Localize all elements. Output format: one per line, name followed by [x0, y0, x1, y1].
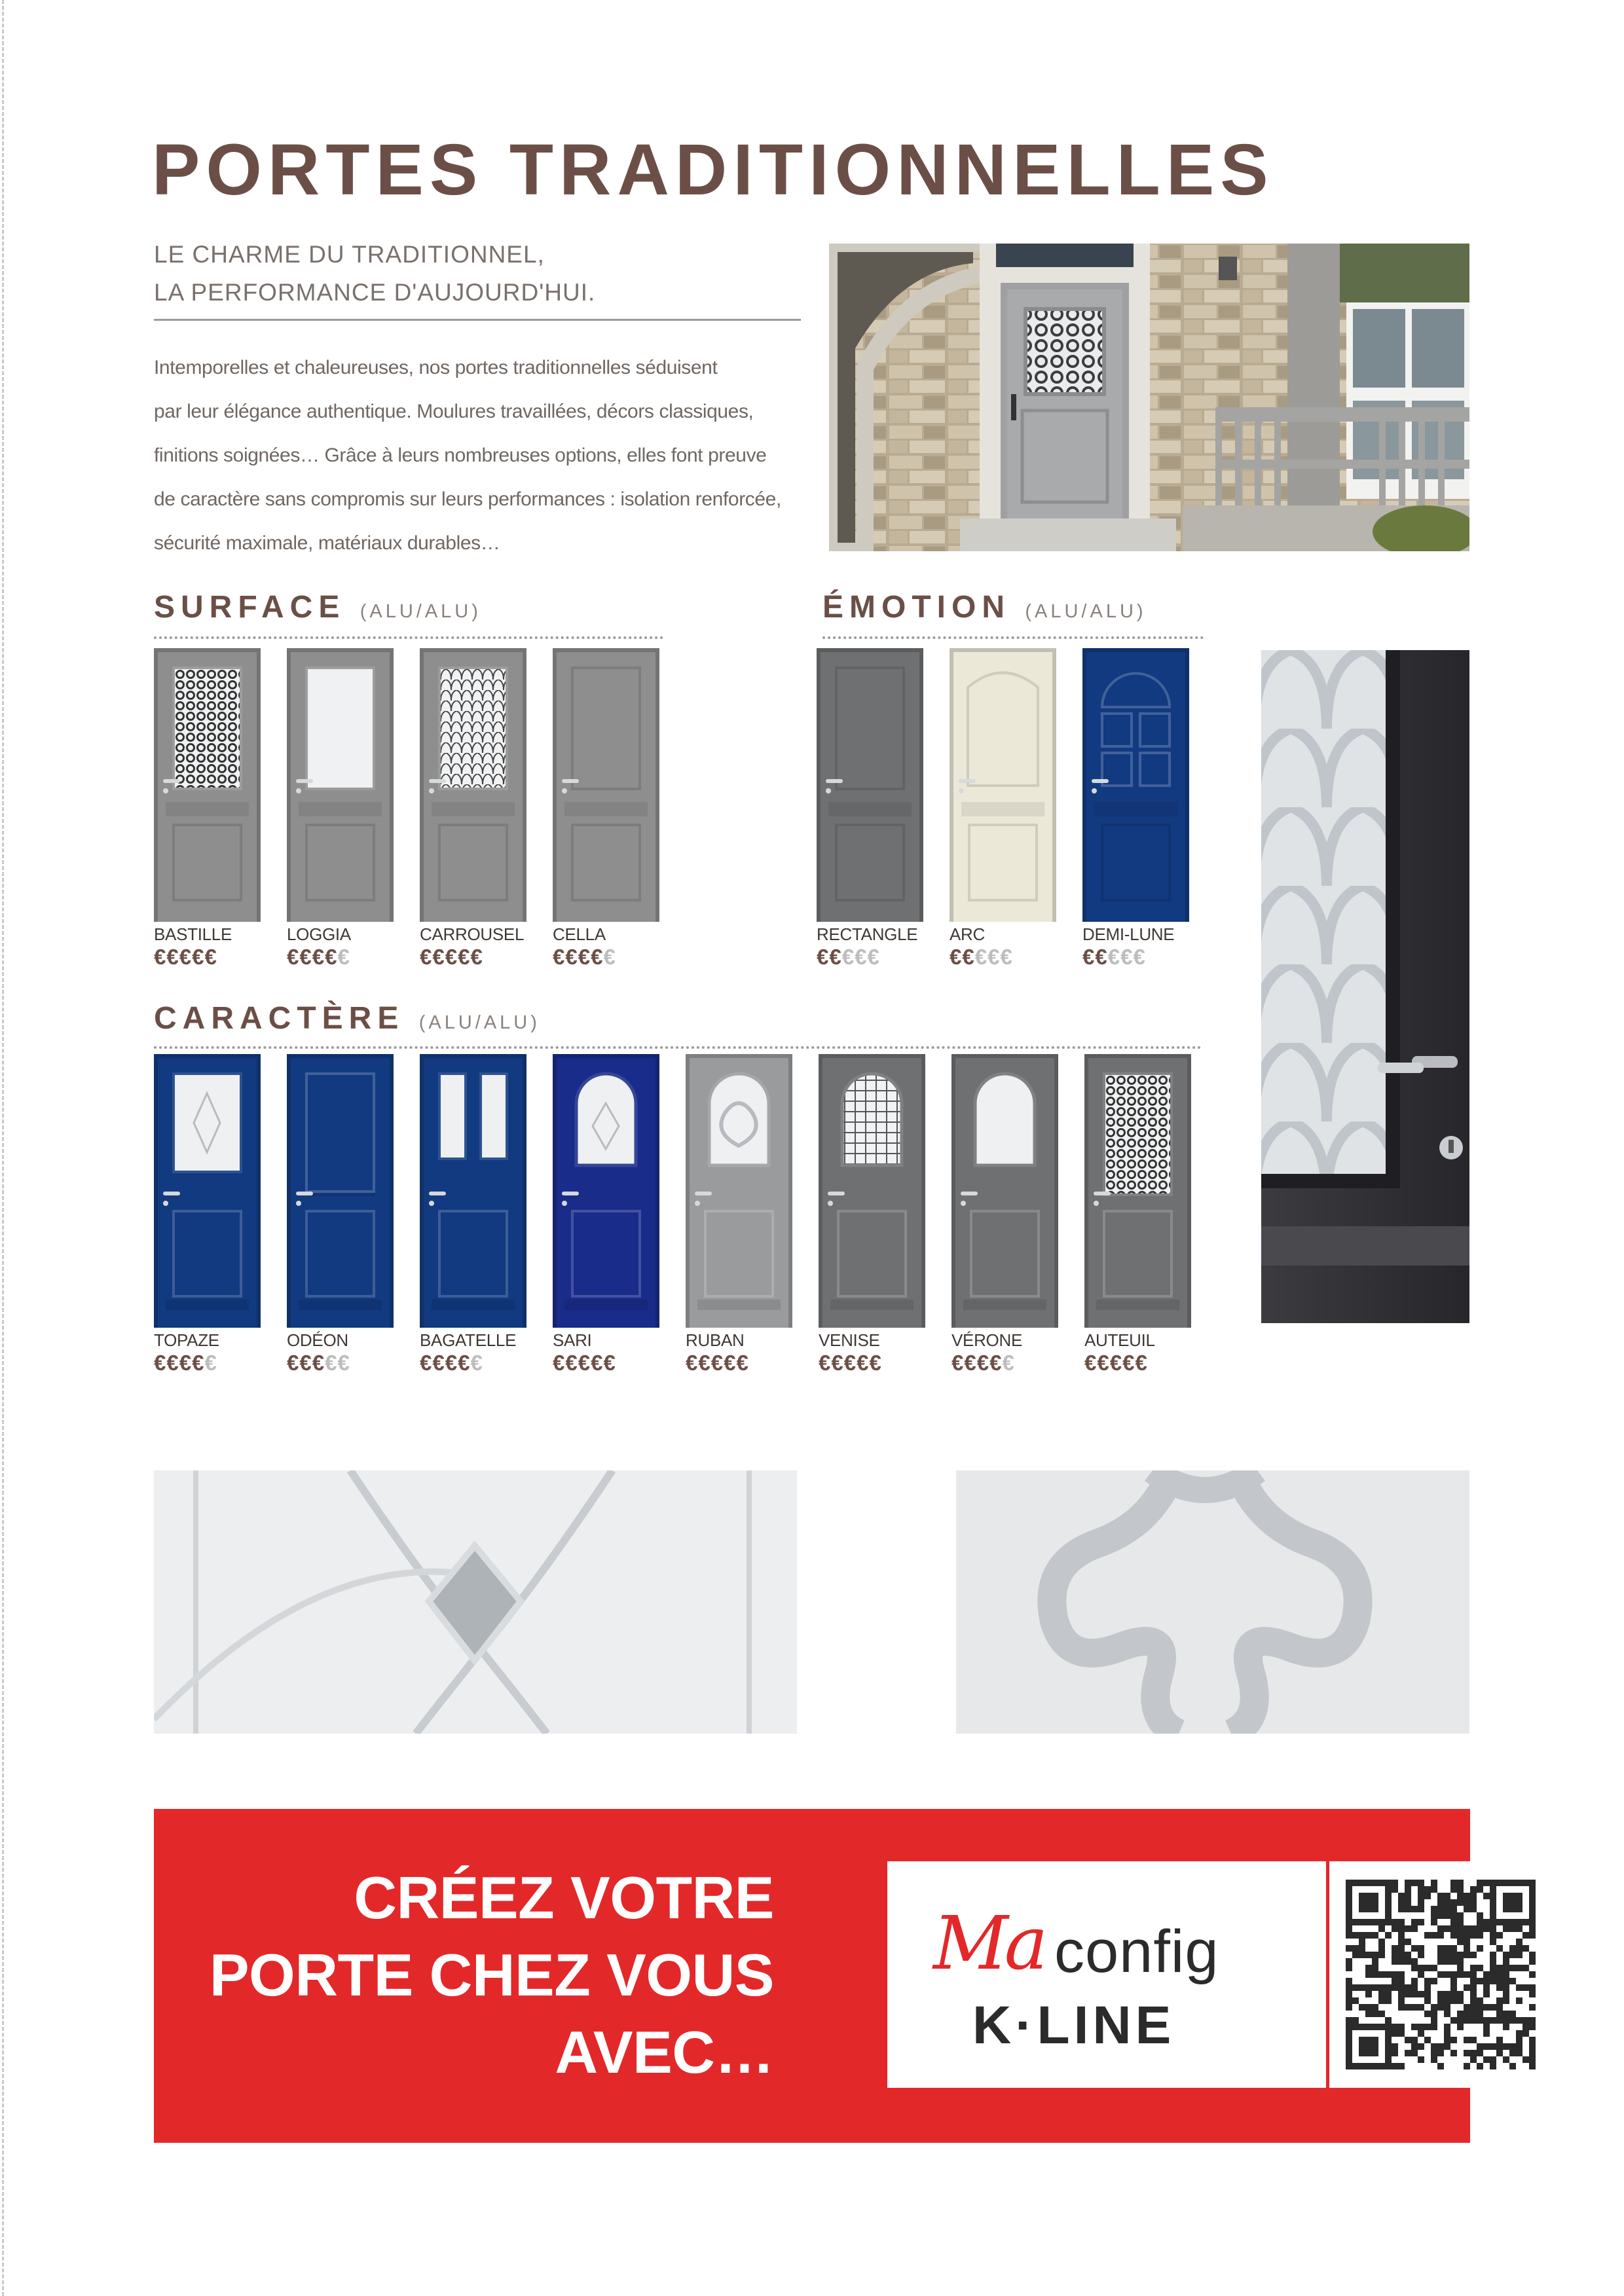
- door-name-auteuil: AUTEUIL: [1084, 1330, 1155, 1350]
- subtitle: [154, 236, 595, 312]
- door-image-demi-lune: [1082, 648, 1189, 922]
- door-image-auteuil: [1084, 1054, 1191, 1328]
- intro-line: Intemporelles et chaleureuses, nos portes traditionnelles séduisent: [154, 357, 718, 378]
- intro-line: de caractère sans compromis sur leurs performances : isolation renforcée,: [154, 488, 781, 510]
- subtitle-rule: [154, 319, 801, 321]
- door-price-rating-arc: €€€€€: [950, 945, 1013, 969]
- door-name-arc: ARC: [950, 924, 985, 944]
- door-image-arc: [950, 648, 1056, 922]
- section-emotion-material: (ALU/ALU): [1025, 601, 1147, 622]
- section-surface-heading: [154, 592, 481, 623]
- intro-line: par leur élégance authentique. Moulures travaillées, décors classiques,: [154, 401, 754, 422]
- section-emotion-heading: [822, 592, 1147, 623]
- door-name-bagatelle: BAGATELLE: [420, 1330, 517, 1350]
- door-name-bastille: BASTILLE: [154, 924, 232, 944]
- banner-cta-line: PORTE CHEZ VOUS: [209, 1942, 774, 2009]
- door-image-bagatelle: [420, 1054, 526, 1328]
- door-price-rating-demi-lune: €€€€€: [1082, 945, 1146, 969]
- door-image-odeon: [287, 1054, 394, 1328]
- section-caractere-divider: [154, 1046, 1202, 1049]
- door-image-rectangle: [817, 648, 923, 922]
- section-caractere-heading: [154, 1003, 540, 1034]
- ma-config-logo[interactable]: [887, 1861, 1326, 2088]
- section-emotion-divider: [822, 636, 1204, 639]
- door-price-rating-cella: €€€€€: [553, 945, 616, 969]
- config-banner: [154, 1809, 1470, 2143]
- door-image-loggia: [287, 648, 394, 922]
- door-image-carrousel: [420, 648, 526, 922]
- door-price-rating-rectangle: €€€€€: [817, 945, 880, 969]
- logo-brand: K·LINE: [972, 1995, 1175, 2055]
- intro-text: [154, 346, 802, 565]
- logo-ma: Ma: [933, 1901, 1044, 1986]
- door-image-verone: [951, 1054, 1058, 1328]
- door-name-topaze: TOPAZE: [154, 1330, 219, 1350]
- door-price-rating-ruban: €€€€€: [686, 1351, 749, 1375]
- door-name-ruban: RUBAN: [686, 1330, 745, 1350]
- door-price-rating-auteuil: €€€€€: [1084, 1351, 1148, 1375]
- section-surface-title: SURFACE: [154, 590, 346, 625]
- intro-line: sécurité maximale, matériaux durables…: [154, 532, 500, 554]
- door-price-rating-bastille: €€€€€: [154, 945, 217, 969]
- door-price-rating-loggia: €€€€€: [287, 945, 350, 969]
- banner-cta: [210, 1860, 774, 2092]
- banner-cta-line: CRÉEZ VOTRE: [354, 1865, 774, 1931]
- section-caractere-title: CARACTÈRE: [154, 1001, 405, 1036]
- door-name-loggia: LOGGIA: [287, 924, 351, 944]
- glass-detail-photo-diamond: [154, 1470, 797, 1734]
- logo-config: config: [1054, 1918, 1219, 1985]
- door-name-odeon: ODÉON: [287, 1330, 348, 1350]
- section-emotion-title: ÉMOTION: [822, 590, 1010, 625]
- door-image-sari: [553, 1054, 659, 1328]
- door-image-ruban: [686, 1054, 792, 1328]
- section-surface-material: (ALU/ALU): [360, 601, 481, 622]
- door-name-sari: SARI: [553, 1330, 592, 1350]
- door-name-cella: CELLA: [553, 924, 606, 944]
- qr-code[interactable]: [1329, 1861, 1551, 2088]
- qr-code-icon: [1329, 1861, 1551, 2088]
- door-price-rating-topaze: €€€€€: [154, 1351, 217, 1375]
- door-price-rating-sari: €€€€€: [553, 1351, 616, 1375]
- door-name-carrousel: CARROUSEL: [420, 924, 525, 944]
- subtitle-line: LA PERFORMANCE D'AUJOURD'HUI.: [154, 279, 596, 306]
- hero-photo-house-entrance: [829, 244, 1469, 551]
- page-edge: [2, 0, 4, 2296]
- door-name-demi-lune: DEMI-LUNE: [1082, 924, 1175, 944]
- door-price-rating-venise: €€€€€: [819, 1351, 882, 1375]
- intro-line: finitions soignées… Grâce à leurs nombreuses options, elles font preuve: [154, 445, 767, 466]
- section-caractere-material: (ALU/ALU): [418, 1012, 540, 1033]
- door-name-venise: VENISE: [819, 1330, 880, 1350]
- section-surface-divider: [154, 636, 663, 639]
- banner-cta-line: AVEC…: [555, 2020, 774, 2086]
- door-name-rectangle: RECTANGLE: [817, 924, 918, 944]
- subtitle-line: LE CHARME DU TRADITIONNEL,: [154, 241, 545, 268]
- door-price-rating-odeon: €€€€€: [287, 1351, 350, 1375]
- door-image-topaze: [154, 1054, 261, 1328]
- glass-detail-photo-ornament: [956, 1470, 1469, 1734]
- door-image-cella: [553, 648, 659, 922]
- door-glass-closeup-photo: [1261, 650, 1469, 1323]
- door-image-venise: [819, 1054, 925, 1328]
- door-price-rating-verone: €€€€€: [951, 1351, 1015, 1375]
- door-price-rating-bagatelle: €€€€€: [420, 1351, 483, 1375]
- page-title: PORTES TRADITIONNELLES: [152, 130, 1274, 210]
- door-name-verone: VÉRONE: [951, 1330, 1023, 1350]
- door-image-bastille: [154, 648, 261, 922]
- door-price-rating-carrousel: €€€€€: [420, 945, 483, 969]
